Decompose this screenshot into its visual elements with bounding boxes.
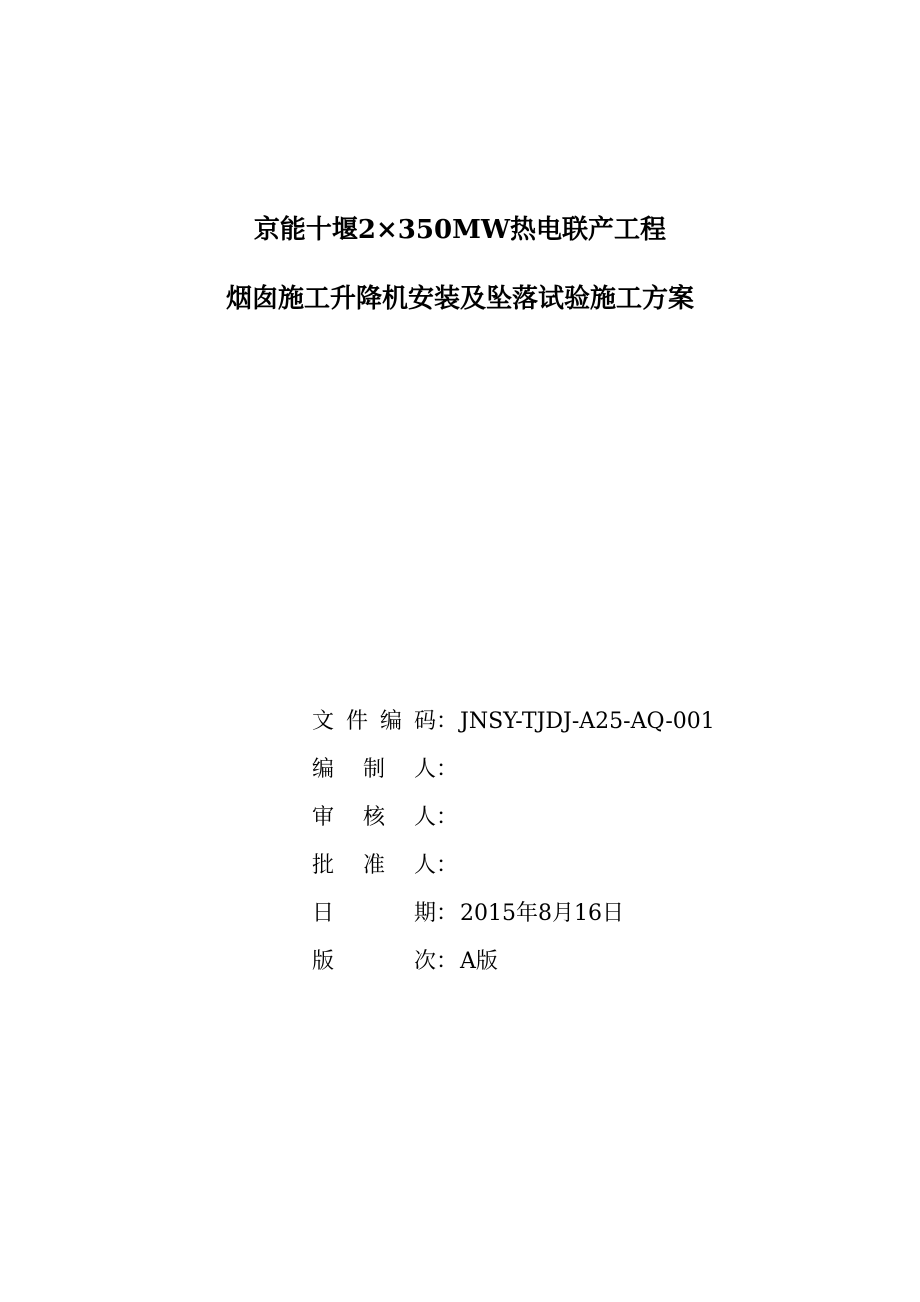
field-version-colon: ：	[436, 949, 459, 974]
field-reviewer	[312, 794, 872, 842]
field-date-value: 2015年8月16日	[460, 901, 624, 926]
field-date-colon: ：	[436, 901, 459, 926]
field-file-code	[312, 698, 872, 746]
field-approver-label: 批准人	[312, 853, 436, 878]
field-version-label: 版次	[312, 949, 436, 974]
field-compiler-colon: ：	[436, 757, 459, 782]
field-reviewer-colon: ：	[436, 805, 459, 830]
field-version	[312, 938, 872, 986]
document-title-line1: 京能十堰2×350MW热电联产工程	[253, 215, 667, 245]
field-compiler-label: 编制人	[312, 757, 436, 782]
field-file-code-colon: ：	[436, 709, 459, 734]
field-approver	[312, 842, 872, 890]
field-approver-colon: ：	[436, 853, 459, 878]
field-file-code-label: 文件编码	[312, 709, 436, 734]
field-reviewer-label: 审核人	[312, 805, 436, 830]
document-info-block	[312, 698, 872, 986]
field-compiler	[312, 746, 872, 794]
field-file-code-value: JNSY-TJDJ-A25-AQ-001	[460, 709, 715, 734]
field-date	[312, 890, 872, 938]
field-version-value: A版	[460, 949, 498, 974]
field-date-label: 日期	[312, 901, 436, 926]
document-title-line2: 烟囱施工升降机安装及坠落试验施工方案	[225, 284, 694, 314]
